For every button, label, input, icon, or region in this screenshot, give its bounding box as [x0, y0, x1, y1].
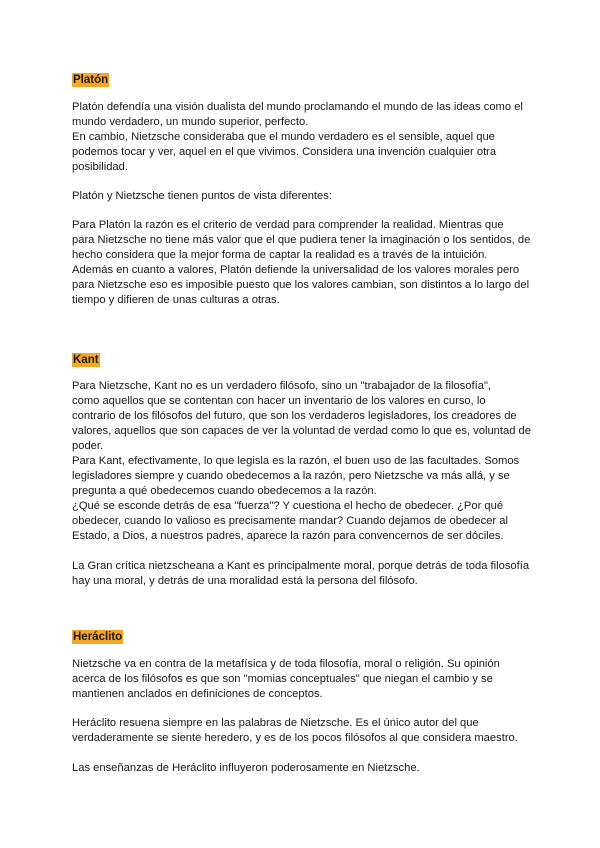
paragraph-line: para Nietzsche no tiene más valor que el que pudiera tener la imaginación o los sentidos, de: [72, 234, 531, 246]
paragraph-line: poder.: [72, 440, 104, 452]
section-kant: [72, 350, 532, 368]
paragraph-line: ¿Qué se esconde detrás de esa "fuerza"? Y cuestiona el hecho de obedecer. ¿Por qué: [72, 500, 504, 512]
paragraph-line: Para Nietzsche, Kant no es un verdadero filósofo, sino un "trabajador de la filosofía",: [72, 380, 492, 392]
paragraph-line: verdaderamente se siente heredero, y es de los pocos filósofos al que considera maestro.: [72, 732, 518, 744]
paragraph-line: para Nietzsche eso es imposible puesto que los valores cambian, son distintos a lo largo del: [72, 279, 530, 291]
paragraph-line: Heráclito resuena siempre en las palabras de Nietzsche. Es el único autor del que: [72, 717, 479, 729]
paragraph-line: legisladores siempre y cuando obedecemos a la razón, pero Nietzsche va más allá, y se: [72, 470, 510, 482]
paragraph-line: mantienen anclados en definiciones de conceptos.: [72, 688, 323, 700]
paragraph-line: valores, aquellos que son capaces de ver la voluntad de verdad como lo que es, voluntad de: [72, 425, 531, 437]
paragraph-line: mundo verdadero, un mundo superior, perfecto.: [72, 116, 309, 128]
paragraph-line: Las enseñanzas de Heráclito influyeron poderosamente en Nietzsche.: [72, 762, 420, 774]
section-platon: [72, 70, 532, 88]
paragraph-line: Para Platón la razón es el criterio de verdad para comprender la realidad. Mientras que: [72, 219, 504, 231]
section-heading-platon: Platón: [73, 74, 109, 86]
section-heraclito: [72, 627, 532, 645]
paragraph-line: Platón defendía una visión dualista del mundo proclamando el mundo de las ideas como el: [72, 101, 523, 113]
paragraph-line: tiempo y difieren de unas culturas a otras.: [72, 294, 280, 306]
paragraph-line: acerca de los filósofos es que son "momias conceptuales" que niegan el cambio y se: [72, 673, 493, 685]
paragraph-line: pregunta a qué obedecemos cuando obedecemos a la razón.: [72, 485, 377, 497]
paragraph-line: Estado, a Dios, a nuestros padres, aparece la razón para convencernos de ser dóciles.: [72, 530, 504, 542]
paragraph-line: En cambio, Nietzsche consideraba que el mundo verdadero es el sensible, aquel que: [72, 131, 495, 143]
paragraph-line: hay una moral, y detrás de una moralidad está la persona del filósofo.: [72, 575, 418, 587]
paragraph-line: como aquellos que se contentan con hacer un inventario de los valores en curso, lo: [72, 395, 486, 407]
paragraph-line: La Gran crítica nietzscheana a Kant es principalmente moral, porque detrás de toda filosofía: [72, 560, 530, 572]
paragraph-line: Además en cuanto a valores, Platón defiende la universalidad de los valores morales pero: [72, 264, 520, 276]
paragraph-line: obedecer, cuando lo valioso es precisamente mandar? Cuando dejamos de obedecer al: [72, 515, 508, 527]
paragraph-line: Para Kant, efectivamente, lo que legisla es la razón, el buen uso de las facultades. Somos: [72, 455, 520, 467]
paragraph-line: Nietzsche va en contra de la metafísica y de toda filosofía, moral o religión. Su opinión: [72, 658, 500, 670]
paragraph-line: contrario de los filósofos del futuro, que son los verdaderos legisladores, los creadores de: [72, 410, 517, 422]
paragraph-line: Platón y Nietzsche tienen puntos de vista diferentes:: [72, 190, 332, 202]
section-heading-kant: Kant: [73, 354, 99, 366]
paragraph-line: podemos tocar y ver, aquel en el que vivimos. Considera una invención cualquier otra: [72, 146, 497, 158]
paragraph-line: hecho considera que la mejor forma de captar la realidad es a través de la intuición.: [72, 249, 488, 261]
paragraph-line: posibilidad.: [72, 161, 128, 173]
section-heading-heraclito: Heráclito: [73, 631, 123, 643]
